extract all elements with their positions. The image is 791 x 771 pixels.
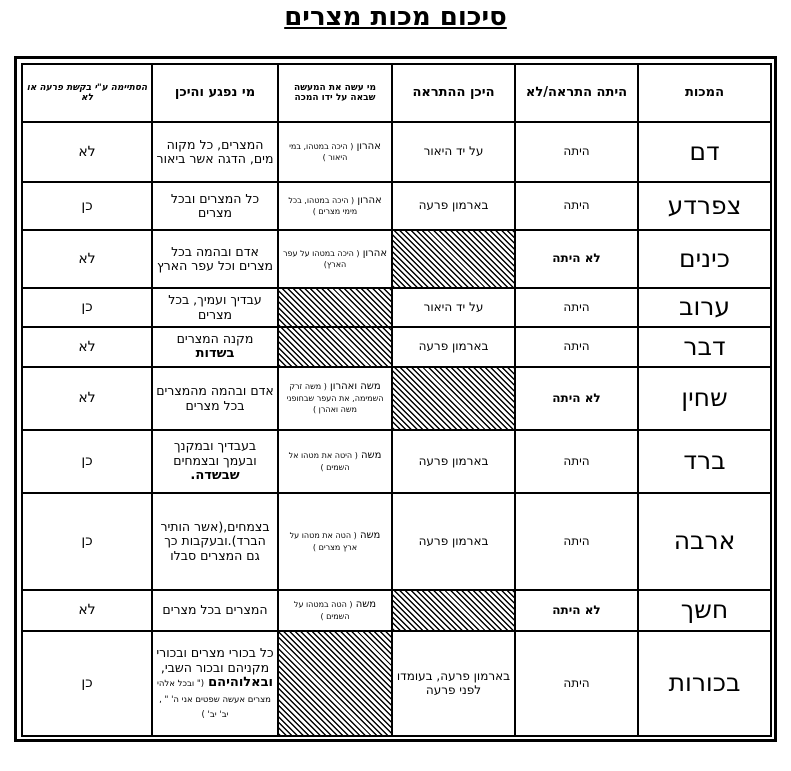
affected-cell — [152, 327, 278, 367]
ended-by-pharaoh: כן — [22, 493, 152, 590]
table-row — [22, 327, 771, 367]
plague-name: ארבה — [638, 493, 771, 590]
hatched-cell — [392, 590, 515, 631]
warning-location: בארמון פרעה — [392, 430, 515, 493]
table-row — [22, 230, 771, 288]
affected-text: כל בכורי מצרים ובכורי מקניהם ובכור השבי, — [156, 645, 274, 675]
actor-cell — [278, 430, 392, 493]
ended-by-pharaoh: כן — [22, 182, 152, 230]
ended-by-pharaoh: לא — [22, 367, 152, 430]
actor-cell — [278, 590, 392, 631]
affected-cell: אדם ובהמה בכל מצרים וכל עפר הארץ — [152, 230, 278, 288]
header-row — [22, 64, 771, 122]
affected-cell: אדם ובהמה מהמצרים בכל מצרים — [152, 367, 278, 430]
affected-emphasis: בשדות — [195, 346, 235, 362]
actor-note: ( משה זרק השמימה, את העפר שבחופני משה ואהרן ) — [286, 382, 384, 415]
actor-name: משה — [361, 450, 382, 461]
affected-cell: המצרים, כל מקוה מים, הדגה אשר ביאור — [152, 122, 278, 182]
affected-emphasis: ובאלוהיהם — [208, 675, 274, 691]
actor-name: אהרון — [357, 194, 382, 206]
actor-name: משה — [359, 530, 381, 541]
ended-by-pharaoh: כן — [22, 288, 152, 327]
plague-name: כינים — [638, 230, 771, 288]
ended-by-pharaoh: לא — [22, 230, 152, 288]
plague-name: בכורות — [638, 631, 771, 736]
header-who-hit: מי נפגע והיכן — [152, 64, 278, 122]
affected-cell — [152, 430, 278, 493]
warning-status: היתה — [515, 327, 638, 367]
affected-note: (" ובכל אלהי מצרים אעשה שפטים אני ה' " , יב' יב' ) — [156, 679, 271, 720]
warning-location: בארמון פרעה, בעומדו לפני פרעה — [392, 631, 515, 736]
actor-name: משה ואהרון — [330, 381, 381, 393]
actor-cell — [278, 493, 392, 590]
actor-cell — [278, 230, 392, 288]
warning-location: על יד היאור — [392, 288, 515, 327]
hatched-cell — [278, 631, 392, 736]
warning-status: היתה — [515, 182, 638, 230]
table-row — [22, 122, 771, 182]
affected-cell: בצמחים,(אשר הותיר הברד).ובעקבות כך גם המצרים סבלו — [152, 493, 278, 590]
warning-location: על יד היאור — [392, 122, 515, 182]
affected-text: בעבדיך ובמקנך ובעמך ובצמחים — [173, 438, 257, 468]
header-warning-where: היכן ההתראה — [392, 64, 515, 122]
actor-note: ( היטה את מטהו אל השמים ) — [288, 451, 358, 472]
actor-note: ( היכה במטהו על עפר הארץ) — [283, 248, 360, 269]
table-row — [22, 182, 771, 230]
ended-by-pharaoh: לא — [22, 122, 152, 182]
ended-by-pharaoh: כן — [22, 430, 152, 493]
actor-cell — [278, 182, 392, 230]
affected-text: מקנה המצרים — [176, 330, 254, 346]
actor-name: אהרון — [356, 140, 381, 152]
warning-location: בארמון פרעה — [392, 493, 515, 590]
table-row — [22, 367, 771, 430]
ended-by-pharaoh: לא — [22, 327, 152, 367]
affected-cell: המצרים בכל מצרים — [152, 590, 278, 631]
hatched-cell — [392, 367, 515, 430]
table-row — [22, 493, 771, 590]
actor-note: ( היכה במטהו, במי היאור ) — [289, 141, 354, 162]
page-title: סיכום מכות מצרים — [284, 2, 507, 32]
header-who-acted: מי עשה את המעשה שבאה על ידו המכה — [278, 64, 392, 122]
actor-note: ( הטה במטהו על השמים ) — [293, 600, 353, 621]
plague-name: צפרדע — [638, 182, 771, 230]
warning-status: לא היתה — [515, 230, 638, 288]
table-row — [22, 590, 771, 631]
header-was-warning: היתה התראה/לא — [515, 64, 638, 122]
actor-name: אהרון — [362, 247, 387, 259]
actor-cell — [278, 122, 392, 182]
ended-by-pharaoh: לא — [22, 590, 152, 631]
warning-status: היתה — [515, 122, 638, 182]
plague-name: ברד — [638, 430, 771, 493]
table-row — [22, 631, 771, 736]
header-ended: הסתיימה ע"י בקשת פרעה או לא — [22, 64, 152, 122]
plague-name: דבר — [638, 327, 771, 367]
warning-status: היתה — [515, 631, 638, 736]
plague-name: שחין — [638, 367, 771, 430]
plague-name: חשך — [638, 590, 771, 631]
table-row — [22, 430, 771, 493]
warning-status: היתה — [515, 430, 638, 493]
warning-location: בארמון פרעה — [392, 182, 515, 230]
affected-cell: כל המצרים ובכל מצרים — [152, 182, 278, 230]
warning-status: היתה — [515, 493, 638, 590]
plague-name: דם — [638, 122, 771, 182]
actor-cell — [278, 367, 392, 430]
hatched-cell — [278, 288, 392, 327]
hatched-cell — [392, 230, 515, 288]
plague-name: ערוב — [638, 288, 771, 327]
warning-location: בארמון פרעה — [392, 327, 515, 367]
warning-status: לא היתה — [515, 367, 638, 430]
table-frame — [14, 56, 777, 742]
warning-status: לא היתה — [515, 590, 638, 631]
warning-status: היתה — [515, 288, 638, 327]
plagues-table — [21, 63, 772, 737]
affected-cell: עבדיך ועמיך, בכל מצרים — [152, 288, 278, 327]
hatched-cell — [278, 327, 392, 367]
ended-by-pharaoh: כן — [22, 631, 152, 736]
header-plagues: המכות — [638, 64, 771, 122]
affected-emphasis: שבשדה. — [190, 467, 240, 483]
table-row — [22, 288, 771, 327]
actor-note: ( הטה את מטהו על ארץ מצרים ) — [289, 531, 358, 552]
actor-name: משה — [355, 599, 377, 610]
affected-cell — [152, 631, 278, 736]
actor-note: ( היכה במטהו, בכל מימי מצרים ) — [288, 195, 358, 216]
